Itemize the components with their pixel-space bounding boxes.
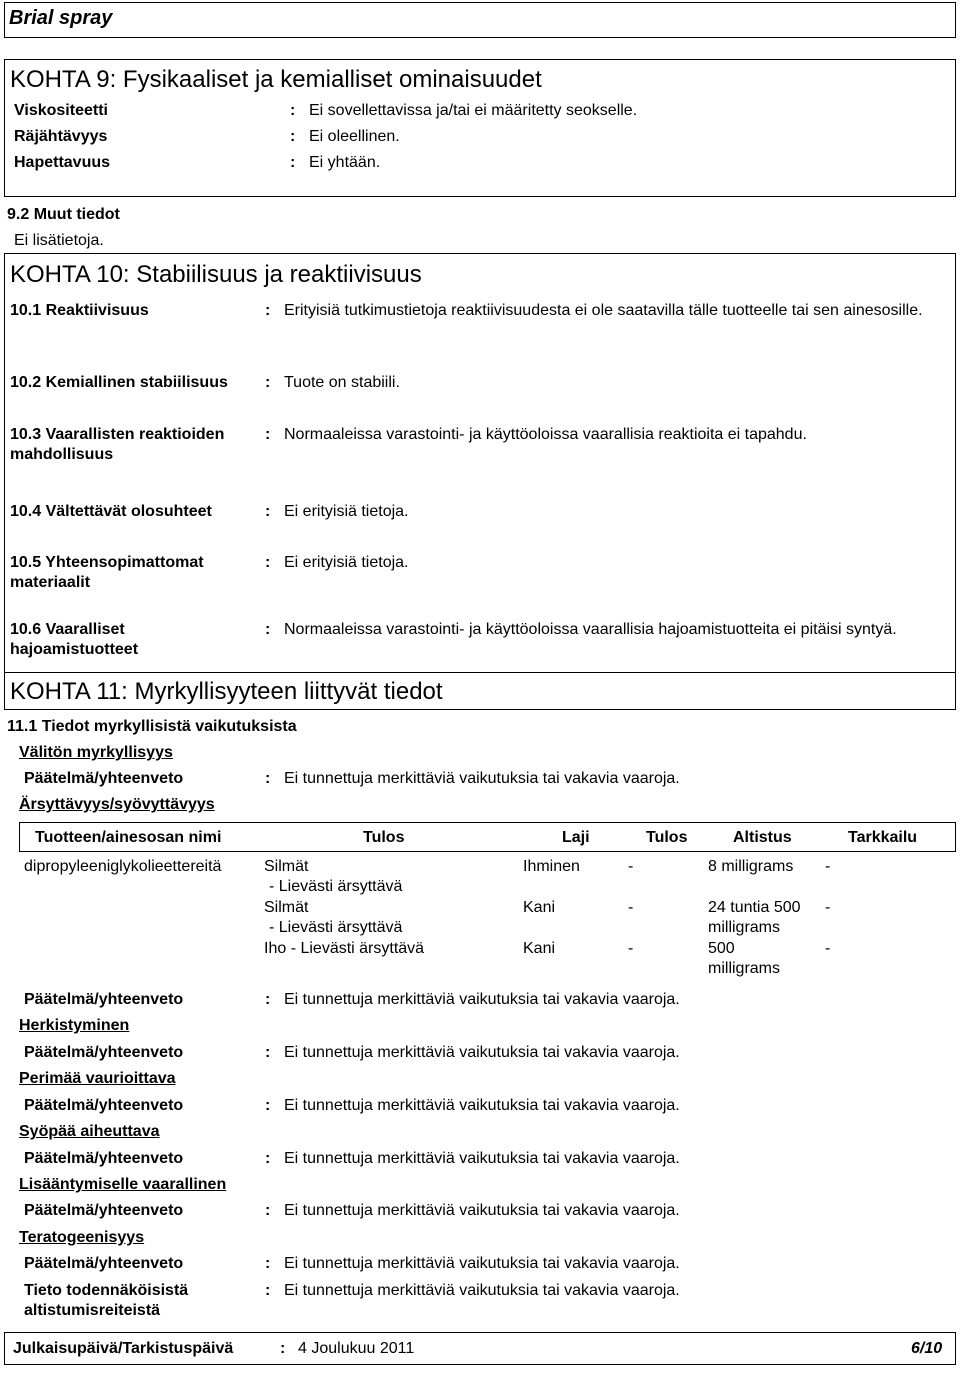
property-value-oxidizing: Ei yhtään. [309, 154, 381, 171]
colon: : [265, 426, 271, 443]
colon: : [265, 302, 271, 319]
stability-value: Tuote on stabiili. [284, 374, 400, 391]
conclusion-value: Ei tunnettuja merkittäviä vaikutuksia tai vakavia vaaroja. [284, 1150, 680, 1167]
colon: : [290, 154, 296, 171]
species-cell: Kani [523, 899, 556, 916]
observation-cell: - [825, 899, 831, 916]
colon: : [265, 991, 271, 1008]
exposure-cell: milligrams [708, 919, 780, 936]
property-label-explosive: Räjähtävyys [14, 128, 108, 145]
exposure-routes-label: Tieto todennäköisistä [24, 1282, 189, 1299]
property-label-oxidizing: Hapettavuus [14, 154, 111, 171]
mutagenicity-heading: Perimää vaurioittava [19, 1070, 176, 1087]
score-cell: - [628, 940, 634, 957]
incompatible-materials-value: Ei erityisiä tietoja. [284, 554, 409, 571]
conclusion-label: Päätelmä/yhteenveto [24, 1150, 184, 1167]
colon: : [280, 1340, 286, 1357]
conclusion-value: Ei tunnettuja merkittäviä vaikutuksia tai vakavia vaaroja. [284, 991, 680, 1008]
sensitization-heading: Herkistyminen [19, 1017, 130, 1034]
decomposition-products-label: 10.6 Vaaralliset hajoamistuotteet [10, 621, 139, 658]
subsection-11-1-title: 11.1 Tiedot myrkyllisistä vaikutuksista [7, 718, 297, 735]
property-value-explosive: Ei oleellinen. [309, 128, 400, 145]
exposure-cell: 24 tuntia 500 [708, 899, 801, 916]
column-header-score: Tulos [646, 829, 688, 846]
species-cell: Kani [523, 940, 556, 957]
conclusion-label: Päätelmä/yhteenveto [24, 1097, 184, 1114]
section-9-title: KOHTA 9: Fysikaaliset ja kemialliset ominaisuudet [10, 66, 542, 93]
reproductive-toxicity-heading: Lisääntymiselle vaarallinen [19, 1176, 227, 1193]
colon: : [265, 770, 271, 787]
colon: : [265, 1150, 271, 1167]
subsection-9-2-title: 9.2 Muut tiedot [7, 206, 120, 223]
exposure-cell: 8 milligrams [708, 858, 794, 875]
observation-cell: - [825, 940, 831, 957]
colon: : [290, 128, 296, 145]
acute-toxicity-heading: Välitön myrkyllisyys [19, 744, 173, 761]
carcinogenicity-heading: Syöpää aiheuttava [19, 1123, 160, 1140]
conclusion-label: Päätelmä/yhteenveto [24, 1044, 184, 1061]
column-header-result: Tulos [363, 829, 405, 846]
colon: : [265, 1044, 271, 1061]
result-cell: Silmät [264, 899, 309, 916]
score-cell: - [628, 899, 634, 916]
colon: : [290, 102, 296, 119]
hazardous-reactions-label: 10.3 Vaarallisten reaktioiden mahdollisuus [10, 426, 225, 463]
property-label-viscosity: Viskositeetti [14, 102, 108, 119]
colon: : [265, 1202, 271, 1219]
subsection-9-2-text: Ei lisätietoja. [14, 232, 104, 249]
conclusion-value: Ei tunnettuja merkittäviä vaikutuksia tai vakavia vaaroja. [284, 770, 680, 787]
reactivity-label: 10.1 Reaktiivisuus [10, 302, 149, 319]
colon: : [265, 554, 271, 571]
conditions-to-avoid-label: 10.4 Vältettävät olosuhteet [10, 503, 212, 520]
result-cell: - Lievästi ärsyttävä [269, 878, 403, 895]
result-cell: Iho - Lievästi ärsyttävä [264, 940, 425, 957]
colon: : [265, 374, 271, 391]
hazardous-reactions-value: Normaaleissa varastointi- ja käyttöoloissa vaarallisia reaktioita ei tapahdu. [284, 426, 807, 443]
colon: : [265, 1255, 271, 1272]
column-header-name: Tuotteen/ainesosan nimi [35, 829, 222, 846]
revision-date-label: Julkaisupäivä/Tarkistuspäivä [13, 1340, 234, 1357]
exposure-cell: 500 [708, 940, 735, 957]
column-header-observation: Tarkkailu [848, 829, 918, 846]
column-header-exposure: Altistus [733, 829, 792, 846]
result-cell: Silmät [264, 858, 309, 875]
conclusion-label: Päätelmä/yhteenveto [24, 770, 184, 787]
section-11-title: KOHTA 11: Myrkyllisyyteen liittyvät tiedot [10, 678, 443, 705]
colon: : [265, 1097, 271, 1114]
conditions-to-avoid-value: Ei erityisiä tietoja. [284, 503, 409, 520]
reactivity-value: Erityisiä tutkimustietoja reaktiivisuudesta ei ole saatavilla tälle tuotteelle tai sen ainesosille. [284, 302, 923, 319]
teratogenicity-heading: Teratogeenisyys [19, 1229, 145, 1246]
result-cell: - Lievästi ärsyttävä [269, 919, 403, 936]
irritation-heading: Ärsyttävyys/syövyttävyys [19, 796, 215, 813]
product-title: Brial spray [9, 7, 113, 29]
substance-name: dipropyleeniglykolieettereitä [24, 858, 222, 875]
colon: : [265, 503, 271, 520]
column-header-species: Laji [562, 829, 590, 846]
page-number: 6/10 [911, 1340, 943, 1357]
revision-date-value: 4 Joulukuu 2011 [298, 1340, 415, 1357]
stability-label: 10.2 Kemiallinen stabiilisuus [10, 374, 228, 391]
conclusion-label: Päätelmä/yhteenveto [24, 991, 184, 1008]
exposure-cell: milligrams [708, 960, 780, 977]
decomposition-products-value: Normaaleissa varastointi- ja käyttöoloissa vaarallisia hajoamistuotteita ei pitäisi syntyä. [284, 621, 897, 638]
section-10-title: KOHTA 10: Stabiilisuus ja reaktiivisuus [10, 261, 422, 288]
header-box [4, 2, 956, 38]
conclusion-value: Ei tunnettuja merkittäviä vaikutuksia tai vakavia vaaroja. [284, 1202, 680, 1219]
conclusion-value: Ei tunnettuja merkittäviä vaikutuksia tai vakavia vaaroja. [284, 1255, 680, 1272]
exposure-routes-value: Ei tunnettuja merkittäviä vaikutuksia tai vakavia vaaroja. [284, 1282, 680, 1299]
conclusion-value: Ei tunnettuja merkittäviä vaikutuksia tai vakavia vaaroja. [284, 1097, 680, 1114]
species-cell: Ihminen [523, 858, 580, 875]
colon: : [265, 1282, 271, 1299]
score-cell: - [628, 858, 634, 875]
colon: : [265, 621, 271, 638]
incompatible-materials-label: 10.5 Yhteensopimattomat materiaalit [10, 554, 204, 591]
exposure-routes-label: altistumisreiteistä [24, 1302, 161, 1319]
conclusion-label: Päätelmä/yhteenveto [24, 1255, 184, 1272]
observation-cell: - [825, 858, 831, 875]
property-value-viscosity: Ei sovellettavissa ja/tai ei määritetty seokselle. [309, 102, 638, 119]
conclusion-label: Päätelmä/yhteenveto [24, 1202, 184, 1219]
conclusion-value: Ei tunnettuja merkittäviä vaikutuksia tai vakavia vaaroja. [284, 1044, 680, 1061]
